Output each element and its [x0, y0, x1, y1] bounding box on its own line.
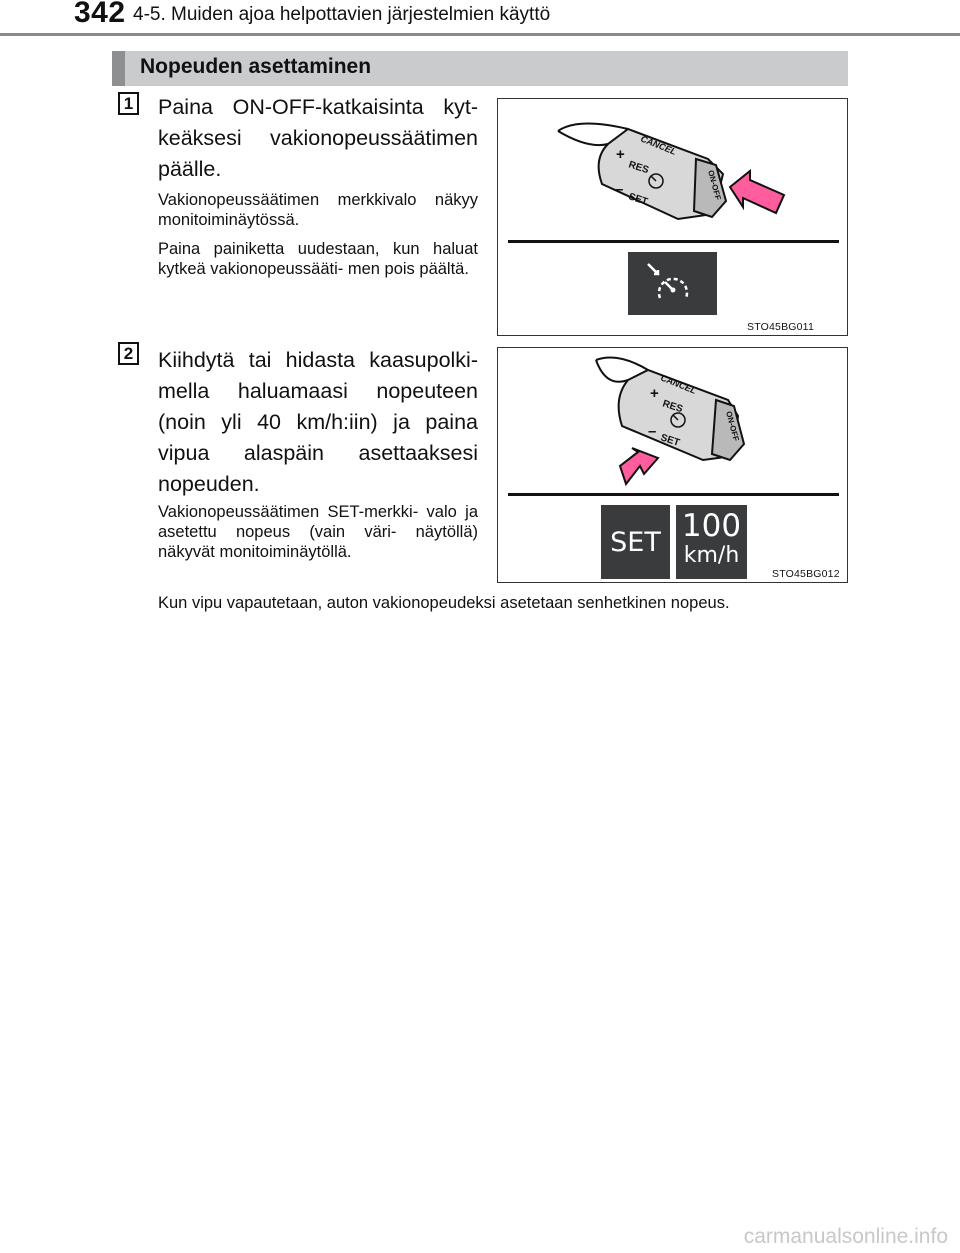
cruise-lever-illustration-2 [498, 348, 849, 493]
step-2-notes [158, 502, 478, 571]
lever-set-label-2: SET [659, 432, 681, 449]
cruise-indicator-icon [628, 252, 717, 315]
figure-1 [497, 98, 848, 336]
lever-cancel-label-2: CANCEL [659, 372, 698, 396]
set-indicator-tile [601, 505, 670, 579]
lever-set-label: SET [627, 191, 649, 208]
watermark: carmanualsonline.info [743, 1225, 948, 1248]
press-arrow-icon [730, 171, 784, 213]
cruise-lever-illustration-1 [498, 99, 849, 239]
push-down-arrow-icon [620, 448, 658, 484]
section-heading-band [112, 51, 848, 86]
lever-plus-label: + [616, 146, 625, 163]
figure-1-divider [508, 240, 839, 243]
speed-indicator-tile [676, 505, 747, 579]
lever-minus-label-2: – [648, 423, 657, 440]
step-badge-2: 2 [118, 342, 139, 365]
lever-plus-label-2: + [650, 385, 659, 402]
cruise-indicator-tile [628, 252, 717, 315]
step-1-note-1: Vakionopeussäätimen merkkivalo näkyy monitoiminäytössä. [158, 191, 478, 229]
step-1-note-2: Paina painiketta uudestaan, kun haluat kytkeä vakionopeussääti- men pois päältä. [158, 240, 478, 278]
figure-2-code: STO45BG012 [772, 568, 840, 580]
chapter-title: 4-5. Muiden ajoa helpottavien järjestelmien käyttö [133, 4, 551, 25]
step-badge-1: 1 [118, 92, 139, 115]
figure-2 [497, 347, 848, 583]
header-rule [0, 33, 960, 36]
closing-note: Kun vipu vapautetaan, auton vakionopeudeksi asetetaan senhetkinen nopeus. [158, 594, 730, 612]
step-2-text: Kiihdytä tai hidasta kaasupolki- mella haluamaasi nopeuteen (noin yli 40 km/h:iin) ja paina vipua alaspäin asettaaksesi nopeuden. [158, 348, 478, 496]
lever-minus-label: – [615, 181, 624, 198]
step-1-text: Paina ON-OFF-katkaisinta kyt- keäksesi vakionopeussäätimen päälle. [158, 95, 478, 181]
section-title: Nopeuden asettaminen [140, 55, 372, 78]
lever-res-label-2: RES [661, 398, 685, 416]
step-1-notes [158, 190, 478, 288]
step-2-note-1: Vakionopeussäätimen SET-merkki- valo ja asetettu nopeus (vain väri- näytöllä) näkyvät monitoiminäytöllä. [158, 503, 478, 561]
set-speed-unit: km/h [683, 543, 740, 568]
lever-onoff-label: ON-OFF [706, 169, 723, 202]
figure-1-code: STO45BG011 [747, 321, 814, 333]
lever-cancel-label: CANCEL [639, 133, 678, 157]
set-speed-value: 100 [681, 508, 742, 544]
figure-2-divider [508, 493, 839, 496]
set-indicator-text: SET [610, 526, 661, 558]
page-number: 342 [74, 0, 126, 29]
lever-res-label: RES [627, 159, 651, 177]
lever-onoff-label-2: ON-OFF [724, 410, 741, 443]
